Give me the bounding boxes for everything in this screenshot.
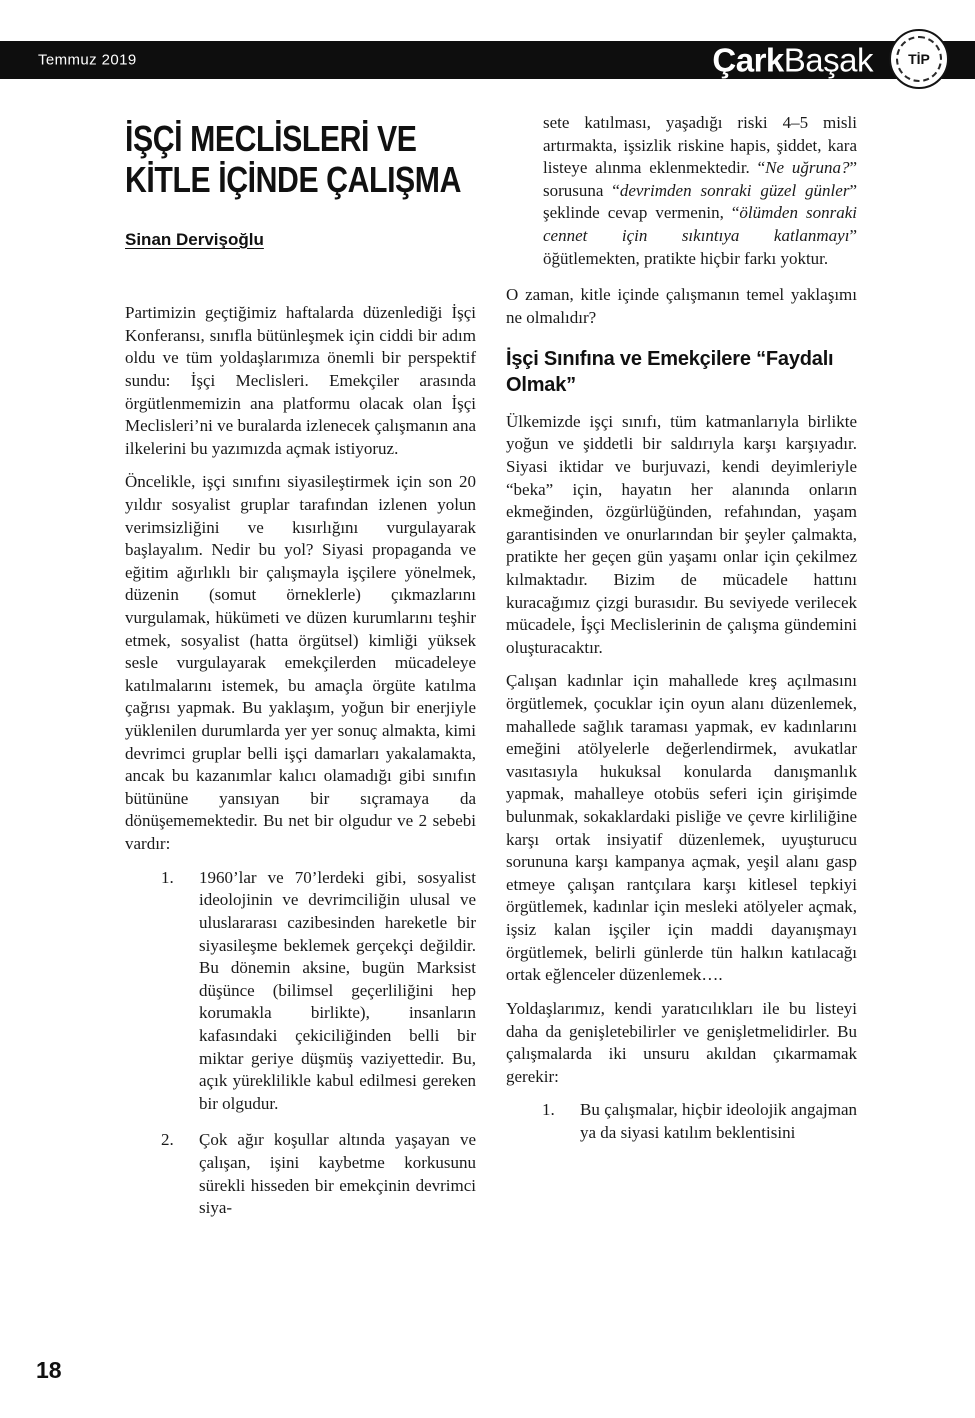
paragraph-question: O zaman, kitle içinde çalışmanın temel yaklaşımı ne olmalıdır? xyxy=(506,285,857,327)
magazine-title xyxy=(712,41,873,79)
continuation-text: ” şeklinde cevap vermenin, “ xyxy=(543,180,857,223)
continuation-text: sete katılması, yaşadığı riski 4–5 misli artırmakta, işsizlik riskine hapis, şiddet, kara listeye alınma eklenmektedir. “ xyxy=(543,113,857,178)
paragraph-intro: Partimizin geçtiğimiz haftalarda düzenlediği İşçi Konferansı, sınıfla bütünleşmek için ciddi bir adım oldu ve tüm yoldaşlarımıza önemli bir perspektif sundu: İşçi Meclisleri. Emekçiler arasında örgütlenmemizin ana platformu olacak olan İşçi Meclisleri’ni ve buralarda izlenecek çalışmanın ana ilkelerini bu yazımızda açmak istiyoruz. xyxy=(125,303,476,458)
list-item xyxy=(125,1129,476,1219)
tip-logo-text: TİP xyxy=(896,36,942,82)
paragraph-comrades: Yoldaşlarımız, kendi yaratıcılıkları ile bu listeyi daha da genişletebilirler ve genişletmelidirler. Bu çalışmalarda iki unsuru akıldan çıkarmamak gerekir: xyxy=(506,998,857,1086)
author-name: Sinan Dervişoğlu xyxy=(125,230,264,250)
quote-italic: devrimden sonraki güzel günler xyxy=(619,180,850,200)
left-column xyxy=(125,112,476,1234)
list-item-number: 2. xyxy=(161,1130,174,1150)
paragraph-critique: Öncelikle, işçi sınıfını siyasileştirmek için son 20 yıldır sosyalist gruplar tarafından izlenen yolun verimsizliğini ve kısırlığını vurgulayarak başlayalım. Nedir bu yol? Siyasi propaganda ve eğitim ağırlıklı bir çalışmayla işçilere yönelmek, düzenin (somut örneklerle) çıkmazlarını vurgulamak, hükümeti ve düzen kurumlarını teşhir etmek, sosyalist (hatta örgütsel) kimliği yüksek sesle vurgulayarak emekçilerden mücadeleye katılmalarını istemek, bu amaçla örgüte katılma çağrısı yapmak. Bu yaklaşım, yoğun bir enerjiyle yüklenilen durumlarda yer yer sonuç almakta, kimi devrimci gruplar belli işçi damarları yakalamakta, ancak bu kazanımlar kalıcı olamadığı gibi sınıfın bütününe yansıyan bir sıçramaya da dönüşememektedir. Bu net bir olgudur ve 2 sebebi vardır: xyxy=(125,472,476,854)
list-item-number: 1. xyxy=(161,867,174,887)
paragraph-examples: Çalışan kadınlar için mahallede kreş açılmasını örgütlemek, çocuklar için oyun alanı düzenlemek, mahallede sağlık taraması yapmak, ev kadınlarını emeğini atölyelerle değerlendirmek, avukatlar vasıtasıyla hukuksal konularda danışmanlık yapmak, mahalleye otobüs seferi için girişimde bulunmak, sokaklardaki pisliğe ve çevre kirliliğine karşı ortak insiyatif düzenlemek, uyuşturucu sorununa karşı kampanya açmak, yeşil alanı gasp etmeye çalışan rantçılara karşı kitlesel tepkiyi örgütlemek, kadınlar için mesleki atölyeler açmak, işsiz kalan işçiler için maddi dayanışmayı örgütlemek, belirli günlerde tün halkın katılacağı ortak eğlenceler düzenlemek…. xyxy=(506,671,857,985)
list-item xyxy=(506,1099,857,1144)
right-column xyxy=(506,112,857,1234)
list-item-continuation xyxy=(506,112,857,270)
article-title-line2: KİTLE İÇİNDE ÇALIŞMA xyxy=(125,159,461,201)
article-body xyxy=(125,112,857,1234)
continuation-text: ” sorusuna “ xyxy=(543,158,858,200)
list-item-number: 1. xyxy=(542,1100,555,1120)
quote-italic: Ne uğruna? xyxy=(765,158,850,178)
header-bar xyxy=(0,41,975,79)
list-item-text: Çok ağır koşullar altında yaşayan ve çalışan, işini kaybetme korkusunu sürekli hisseden bir emekçinin devrimci siya- xyxy=(199,1130,476,1218)
paragraph-struggle: Ülkemizde işçi sınıfı, tüm katmanlarıyla birlikte yoğun ve şiddetli bir saldırıyla karşı karşıyadır. Siyasi iktidar ve burjuvazi, kendi deyimleriyle “beka” için, hayatın her alanında onların ekmeğinden, özgürlüğünden, refahından, yaşam garantisinden ve onurlarından bir şeyler çalmakta, pratikte her geçen gün yaşamı onlar için çekilmez kılmaktadır. Bizim de mücadele hattını kuracağımız çizgi burasıdır. Bu seviyede verilecek mücadele, İşçi Meclislerinin de çalışma gündemini oluşturacaktır. xyxy=(506,411,857,657)
tip-party-logo-icon xyxy=(889,29,949,89)
quote-italic: ölümden sonraki cennet için sıkıntıya katlanmayı xyxy=(543,203,857,246)
issue-date: Temmuz 2019 xyxy=(38,51,137,69)
list-item-text: 1960’lar ve 70’lerdeki gibi, sosyalist ideolojinin ve devrimciliğin ulusal ve uluslararası cazibesinden hareketle bir siyasileşme beklemek gerçekçi değildir. Bu dönemin aksine, bugün Marksist düşünce (bilimsel geçerliliğini hep korumakla birlikte), insanların kafasındaki çekiciliğinden belli bir miktar geriye düşmüş vaziyettedir. Bu, açık yüreklilikle kabul edilmesi gereken bir olgudur. xyxy=(199,867,476,1113)
article-title-line1: İŞÇİ MECLİSLERİ VE xyxy=(125,118,417,159)
list-item xyxy=(125,867,476,1116)
magazine-title-bold: Çark xyxy=(712,41,784,79)
continuation-text: ” öğütlemekten, pratikte hiçbir farkı yoktur. xyxy=(543,226,857,268)
list-item-text: Bu çalışmalar, hiçbir ideolojik angajman ya da siyasi katılım beklentisini xyxy=(580,1100,857,1142)
section-subheading: İşçi Sınıfına ve Emekçilere “Faydalı Olmak” xyxy=(506,348,834,397)
page-number: 18 xyxy=(36,1357,62,1383)
magazine-title-light: Başak xyxy=(783,41,873,79)
article-title xyxy=(125,118,476,200)
